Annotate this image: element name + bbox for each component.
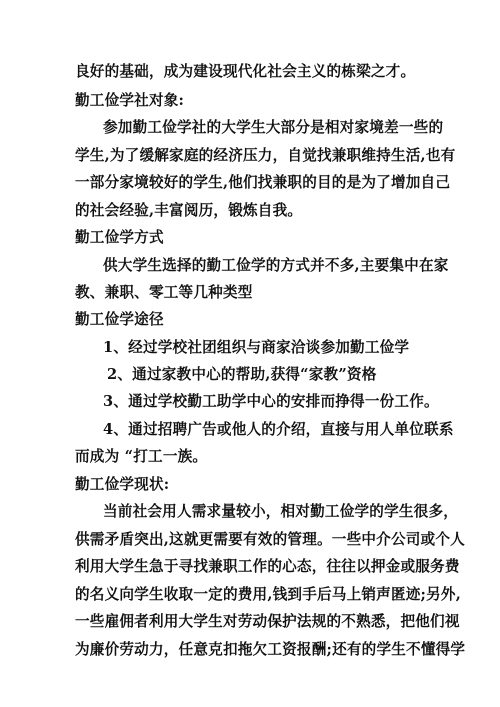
paragraph-line: 而成为 “打工一族。	[75, 448, 208, 465]
paragraph-line: 利用大学生急于寻找兼职工作的心态，往往以押金或服务费	[75, 558, 460, 575]
paragraph-line: 教、兼职、零工等几种类型	[75, 284, 253, 301]
paragraph-line: 当前社会用人需求量较小，相对勤工俭学的学生很多，	[103, 503, 459, 520]
section-heading-status: 勤工俭学现状:	[75, 476, 170, 493]
paragraph-line: 供需矛盾突出,这就更需要有效的管理。一些中介公司或个人	[75, 531, 465, 548]
list-item: 4、通过招聘广告或他人的介绍，直接与用人单位联系	[103, 421, 454, 438]
list-item: 1、经过学校社团组织与商家洽谈参加勤工俭学	[103, 339, 410, 356]
paragraph-line: 学生,为了缓解家庭的经济压力，自觉找兼职维持生活,也有	[75, 147, 456, 164]
paragraph-line: 的社会经验,丰富阅历，锻炼自我。	[75, 202, 303, 219]
paragraph-line: 一部分家境较好的学生,他们找兼职的目的是为了增加自己	[75, 174, 451, 191]
list-item: 3、通过学校勤工助学中心的安排而挣得一份工作。	[103, 393, 439, 410]
section-heading-approach: 勤工俭学途径	[75, 311, 164, 328]
paragraph-line: 一些雇佣者利用大学生对劳动保护法规的不熟悉，把他们视	[75, 613, 460, 630]
section-heading-target: 勤工俭学社对象:	[75, 92, 185, 109]
paragraph-line: 为廉价劳动力，任意克扣拖欠工资报酬;还有的学生不懂得学	[75, 641, 466, 658]
list-item: 2、通过家教中心的帮助,获得“家教”资格	[107, 366, 377, 383]
paragraph-line: 的名义向学生收取一定的费用,钱到手后马上销声匿迹;另外,	[75, 586, 461, 603]
paragraph-line: 良好的基础，成为建设现代化社会主义的栋梁之才。	[75, 63, 416, 80]
section-heading-method: 勤工俭学方式	[75, 229, 164, 246]
paragraph-line: 参加勤工俭学社的大学生大部分是相对家境差一些的	[103, 119, 444, 136]
paragraph-line: 供大学生选择的勤工俭学的方式并不多,主要集中在家	[103, 257, 449, 274]
